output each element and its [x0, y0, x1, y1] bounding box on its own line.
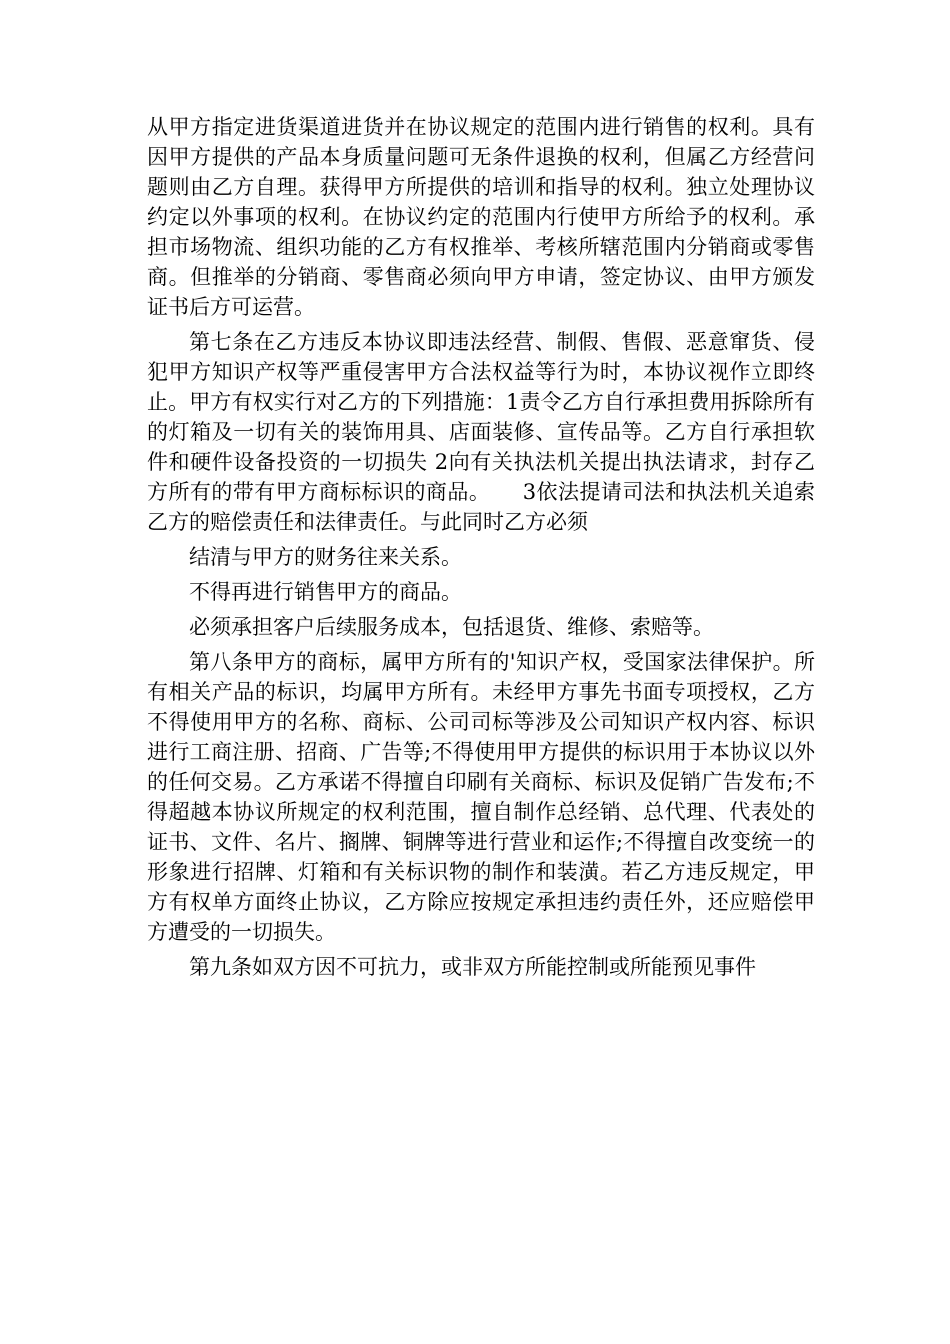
paragraph-settle-finances: 结清与甲方的财务往来关系。	[189, 545, 462, 569]
paragraph-article-8: 第八条甲方的商标，属甲方所有的'知识产权，受国家法律保护。所有相关产品的标识，均属甲方所有。未经甲方事先书面专项授权，乙方不得使用甲方的名称、商标、公司司标等涉及公司知识产权内容、标识进行工商注册、招商、广告等;不得使用甲方提供的标识用于本协议以外的任何交易。乙方承诺不得擅自印刷有关商标、标识及促销广告发布;不得超越本协议所规定的权利范围，擅自制作总经销、总代理、代表处的证书、文件、名片、搁牌、铜牌等进行营业和运作;不得擅自改变统一的形象进行招牌、灯箱和有关标识物的制作和装潢。若乙方违反规定，甲方有权单方面终止协议，乙方除应按规定承担违约责任外，还应赔偿甲方遭受的一切损失。	[147, 650, 815, 944]
paragraph-stop-selling: 不得再进行销售甲方的商品。	[189, 580, 462, 604]
paragraph-article-9: 第九条如双方因不可抗力，或非双方所能控制或所能预见事件	[189, 955, 756, 979]
paragraph-rights-continued: 从甲方指定进货渠道进货并在协议规定的范围内进行销售的权利。具有因甲方提供的产品本身质量问题可无条件退换的权利，但属乙方经营问题则由乙方自理。获得甲方所提供的培训和指导的权利。独立处理协议约定以外事项的权利。在协议约定的范围内行使甲方所给予的权利。承担市场物流、组织功能的乙方有权推举、考核所辖范围内分销商或零售商。但推举的分销商、零售商必须向甲方申请，签定协议、由甲方颁发证书后方可运营。	[147, 115, 815, 319]
paragraph-article-7: 第七条在乙方违反本协议即违法经营、制假、售假、恶意窜货、侵犯甲方知识产权等严重侵害甲方合法权益等行为时，本协议视作立即终止。甲方有权实行对乙方的下列措施：1责令乙方自行承担费用拆除所有的灯箱及一切有关的装饰用具、店面装修、宣传品等。乙方自行承担软件和硬件设备投资的一切损失 2向有关执法机关提出执法请求，封存乙方所有的带有甲方商标标识的商品。 3依法提请司法和执法机关追索乙方的赔偿责任和法律责任。与此同时乙方必须	[147, 330, 815, 534]
document-page	[147, 112, 815, 987]
paragraph-service-costs: 必须承担客户后续服务成本，包括退货、维修、索赔等。	[189, 615, 714, 639]
